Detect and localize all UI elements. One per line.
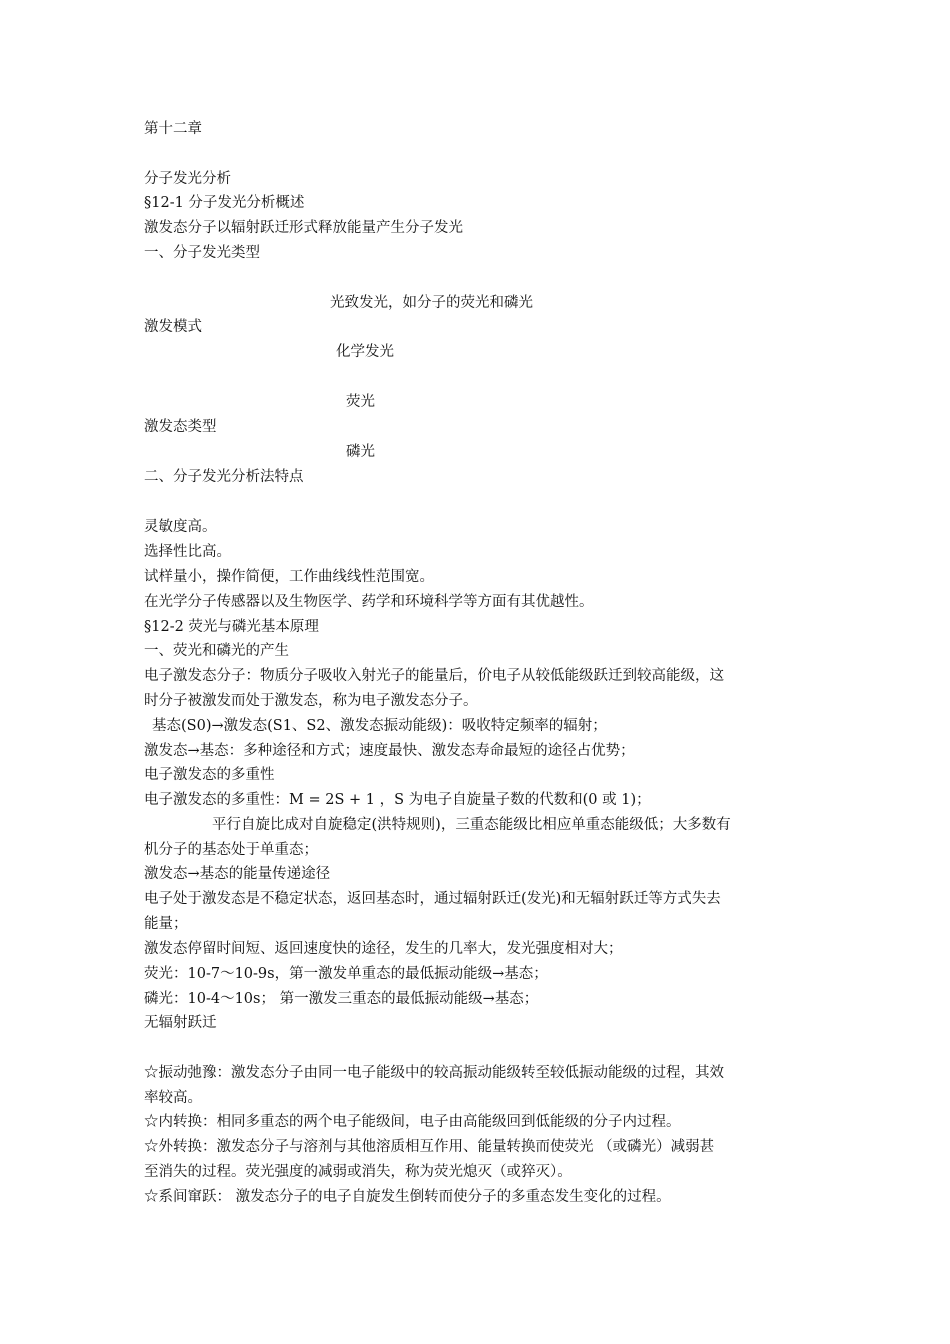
section-12-1-intro: 激发态分子以辐射跃迁形式释放能量产生分子发光 — [144, 220, 463, 236]
chapter-title: 分子发光分析 — [144, 171, 231, 187]
excited-state-type-label: 激发态类型 — [144, 419, 217, 435]
feature-item: 试样量小，操作简便，工作曲线线性范围宽。 — [144, 569, 434, 585]
paragraph-excited-to-ground: 激发态→基态：多种途径和方式；速度最快、激发态寿命最短的途径占优势； — [144, 743, 635, 759]
heading-luminescence-types: 一、分子发光类型 — [144, 245, 260, 261]
heading-multiplicity: 电子激发态的多重性 — [144, 767, 275, 783]
paragraph-parallel-spin-cont: 机分子的基态处于单重态； — [144, 842, 318, 858]
paragraph-unstable-state-cont: 能量； — [144, 916, 188, 932]
section-12-2-title: §12-2 荧光与磷光基本原理 — [144, 619, 319, 635]
section-12-1-title: §12-1 分子发光分析概述 — [144, 195, 305, 211]
paragraph-phosphorescence-lifetime: 磷光：10-4～10s； 第一激发三重态的最低振动能级→基态； — [144, 991, 539, 1007]
paragraph-dwell-time: 激发态停留时间短、返回速度快的途径，发生的几率大，发光强度相对大； — [144, 941, 623, 957]
paragraph-electron-excited-state: 电子激发态分子：物质分子吸收入射光子的能量后，价电子从较低能级跃迁到较高能级，这 — [144, 668, 724, 684]
feature-item: 灵敏度高。 — [144, 519, 217, 535]
paragraph-unstable-state: 电子处于激发态是不稳定状态，返回基态时，通过辐射跃迁(发光)和无辐射跃迁等方式失去 — [144, 891, 721, 907]
excited-state-fluorescence: 荧光 — [346, 394, 375, 410]
heading-method-features: 二、分子发光分析法特点 — [144, 469, 304, 485]
excitation-mode-photoluminescence: 光致发光，如分子的荧光和磷光 — [330, 295, 533, 311]
excitation-mode-label: 激发模式 — [144, 319, 202, 335]
paragraph-fluorescence-lifetime: 荧光：10-7～10-9s，第一激发单重态的最低振动能级→基态； — [144, 966, 548, 982]
paragraph-multiplicity: 电子激发态的多重性：M = 2S + 1 ，S 为电子自旋量子数的代数和(0 或 1)； — [144, 792, 651, 808]
paragraph-external-conversion-cont: 至消失的过程。荧光强度的减弱或消失，称为荧光熄灭（或猝灭）。 — [144, 1164, 572, 1180]
heading-fluorescence-production: 一、荧光和磷光的产生 — [144, 643, 289, 659]
paragraph-ground-to-excited: 基态(S0)→激发态(S1、S2、激发态振动能级)：吸收特定频率的辐射； — [152, 718, 607, 734]
feature-item: 在光学分子传感器以及生物医学、药学和环境科学等方面有其优越性。 — [144, 594, 594, 610]
paragraph-intersystem-crossing: ☆系间窜跃： 激发态分子的电子自旋发生倒转而使分子的多重态发生变化的过程。 — [144, 1189, 671, 1205]
heading-nonradiative-transition: 无辐射跃迁 — [144, 1015, 217, 1031]
excited-state-phosphorescence: 磷光 — [346, 444, 375, 460]
heading-energy-transfer: 激发态→基态的能量传递途径 — [144, 866, 331, 882]
excitation-mode-chemiluminescence: 化学发光 — [336, 344, 394, 360]
paragraph-external-conversion: ☆外转换：激发态分子与溶剂与其他溶质相互作用、能量转换而使荧光 （或磷光）减弱甚 — [144, 1139, 715, 1155]
paragraph-electron-excited-state-cont: 时分子被激发而处于激发态，称为电子激发态分子。 — [144, 693, 478, 709]
paragraph-vibrational-relaxation-cont: 率较高。 — [144, 1090, 202, 1106]
feature-item: 选择性比高。 — [144, 544, 231, 560]
chapter-heading: 第十二章 — [144, 121, 202, 137]
paragraph-internal-conversion: ☆内转换：相同多重态的两个电子能级间，电子由高能级回到低能级的分子内过程。 — [144, 1114, 681, 1130]
paragraph-vibrational-relaxation: ☆振动弛豫：激发态分子由同一电子能级中的较高振动能级转至较低振动能级的过程，其效 — [144, 1065, 724, 1081]
paragraph-parallel-spin: 平行自旋比成对自旋稳定(洪特规则)，三重态能级比相应单重态能级低；大多数有 — [212, 817, 731, 833]
